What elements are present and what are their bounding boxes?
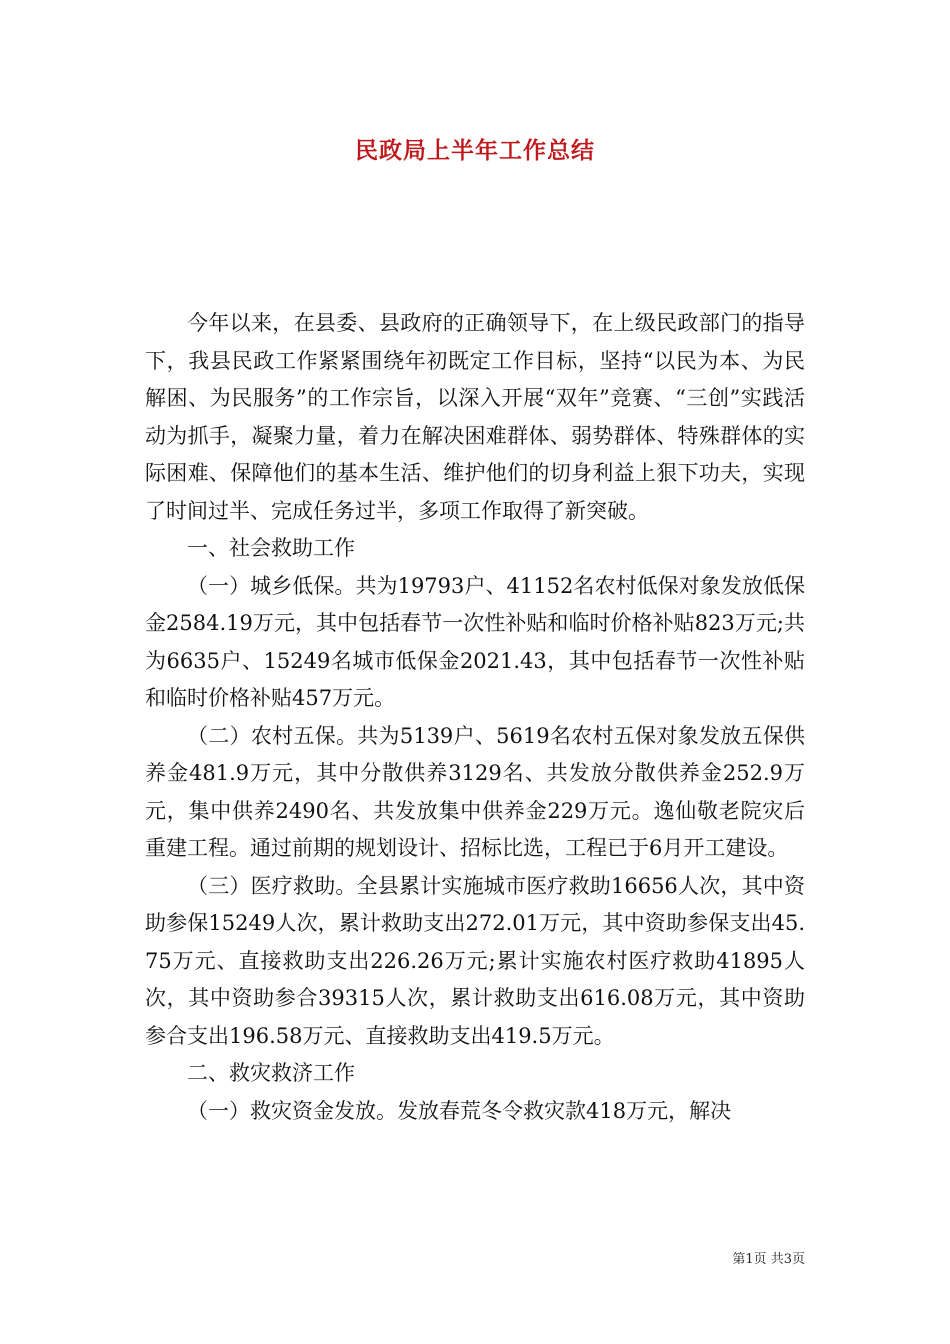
paragraph-medical-assistance: （三）医疗救助。全县累计实施城市医疗救助16656人次，其中资助参保15249人次，累计救助支出272.01万元，其中资助参保支出45.75万元、直接救助支出226.26万元;累计实施农村医疗救助41895人次，其中资助参合39315人次，累计救助支出616.08万元，其中资助参合支出196.58万元、直接救助支出419.5万元。 <box>145 873 805 1048</box>
intro-paragraph: 今年以来，在县委、县政府的正确领导下，在上级民政部门的指导下，我县民政工作紧紧围绕年初既定工作目标，坚持“以民为本、为民解困、为民服务”的工作宗旨，以深入开展“双年”竞赛、“三创”实践活动为抓手，凝聚力量，着力在解决困难群体、弱势群体、特殊群体的实际困难、保障他们的基本生活、维护他们的切身利益上狠下功夫，实现了时间过半、完成任务过半，多项工作取得了新突破。 <box>145 311 805 523</box>
paragraph-urban-rural-dibao: （一）城乡低保。共为19793户、41152名农村低保对象发放低保金2584.19万元，其中包括春节一次性补贴和临时价格补贴823万元;共为6635户、15249名城市低保金2021.43，其中包括春节一次性补贴和临时价格补贴457万元。 <box>145 573 805 710</box>
paragraph-relief-funds: （一）救灾资金发放。发放春荒冬令救灾款418万元，解决 <box>187 1098 732 1123</box>
paragraph-rural-wubao: （二）农村五保。共为5139户、5619名农村五保对象发放五保供养金481.9万元，其中分散供养3129名、共发放分散供养金252.9万元，集中供养2490名、共发放集中供养金229万元。逸仙敬老院灾后重建工程。通过前期的规划设计、招标比选，工程已于6月开工建设。 <box>145 723 805 860</box>
section-heading-disaster-relief: 二、救灾救济工作 <box>187 1061 355 1085</box>
section-heading-social-assistance: 一、社会救助工作 <box>187 536 355 560</box>
page-number: 第1页 共3页 <box>732 1252 805 1267</box>
document-title: 民政局上半年工作总结 <box>355 137 595 164</box>
document-body <box>145 305 805 1130</box>
